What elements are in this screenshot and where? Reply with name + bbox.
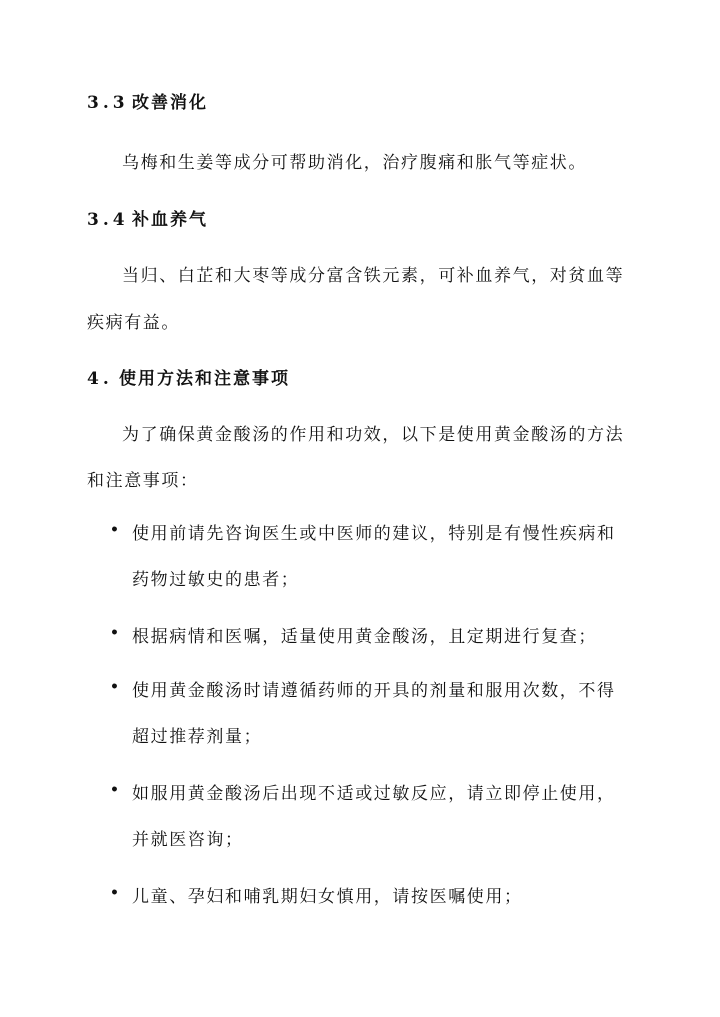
bullet-dot: • [110, 885, 119, 901]
list-item-line: 药物过敏史的患者； [132, 570, 300, 590]
bullet-dot: • [110, 625, 119, 641]
paragraph-line: 疾病有益。 [87, 313, 180, 333]
section-number: 3.3 [87, 93, 129, 113]
section-number: 4. [87, 369, 113, 389]
section-title: 使用方法和注意事项 [119, 369, 290, 389]
bullet-dot: • [110, 782, 119, 798]
section-heading-4 [87, 364, 290, 389]
bullet-dot: • [110, 679, 119, 695]
paragraph-line: 和注意事项： [87, 471, 199, 491]
section-number: 3.4 [87, 210, 129, 230]
list-item-line: 根据病情和医嘱，适量使用黄金酸汤，且定期进行复查； [132, 627, 597, 647]
paragraph-line: 为了确保黄金酸汤的作用和功效，以下是使用黄金酸汤的方法 [122, 425, 625, 445]
section-title: 补血养气 [132, 210, 208, 230]
paragraph: 乌梅和生姜等成分可帮助消化，治疗腹痛和胀气等症状。 [122, 153, 587, 173]
list-item-line: 如服用黄金酸汤后出现不适或过敏反应，请立即停止使用， [132, 784, 616, 804]
list-item-line: 并就医咨询； [132, 830, 244, 850]
section-title: 改善消化 [132, 93, 208, 113]
list-item-line: 使用前请先咨询医生或中医师的建议，特别是有慢性疾病和 [132, 524, 616, 544]
bullet-dot: • [110, 522, 119, 538]
section-heading-3-3 [87, 88, 208, 113]
list-item-line: 儿童、孕妇和哺乳期妇女慎用，请按医嘱使用； [132, 887, 523, 907]
list-item-line: 使用黄金酸汤时请遵循药师的开具的剂量和服用次数，不得 [132, 681, 616, 701]
paragraph-line: 当归、白芷和大枣等成分富含铁元素，可补血养气，对贫血等 [122, 266, 625, 286]
section-heading-3-4 [87, 205, 208, 230]
list-item-line: 超过推荐剂量； [132, 727, 263, 747]
